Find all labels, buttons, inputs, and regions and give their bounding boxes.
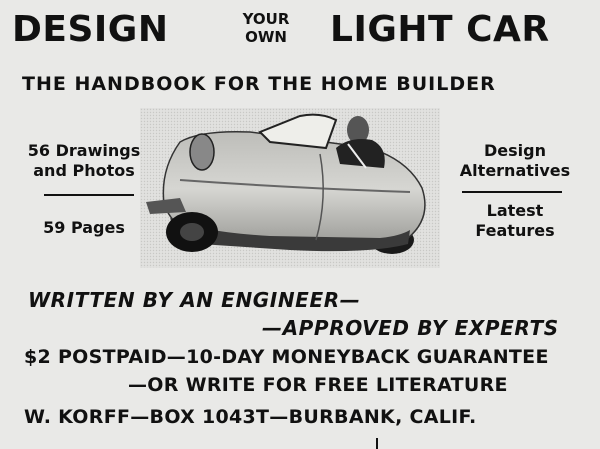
written-by-engineer: WRITTEN BY AN ENGINEER— <box>28 288 361 312</box>
free-literature: —OR WRITE FOR FREE LITERATURE <box>128 374 508 396</box>
design-line-1: Design <box>484 141 546 160</box>
headline-own: OWN <box>245 28 287 46</box>
price-guarantee: $2 POSTPAID—10-DAY MONEYBACK GUARANTEE <box>24 346 549 368</box>
drawings-line-1: 56 Drawings <box>27 141 141 160</box>
mailing-address: W. KORFF—BOX 1043T—BURBANK, CALIF. <box>24 406 477 428</box>
car-photo <box>140 108 440 268</box>
headline-your: YOUR <box>242 10 290 28</box>
latest-line-2: Features <box>475 221 555 240</box>
headline-design: DESIGN <box>12 9 169 50</box>
approved-by-experts: —APPROVED BY EXPERTS <box>262 316 559 340</box>
left-divider <box>44 194 134 196</box>
headline-light-car: LIGHT CAR <box>330 9 550 50</box>
subtitle: THE HANDBOOK FOR THE HOME BUILDER <box>22 73 496 95</box>
right-divider <box>462 191 562 193</box>
design-line-2: Alternatives <box>459 161 571 180</box>
drawings-line-2: and Photos <box>33 161 135 180</box>
page-edge-mark <box>376 438 378 449</box>
pages-label: 59 Pages <box>43 218 125 237</box>
latest-line-1: Latest <box>486 201 544 220</box>
